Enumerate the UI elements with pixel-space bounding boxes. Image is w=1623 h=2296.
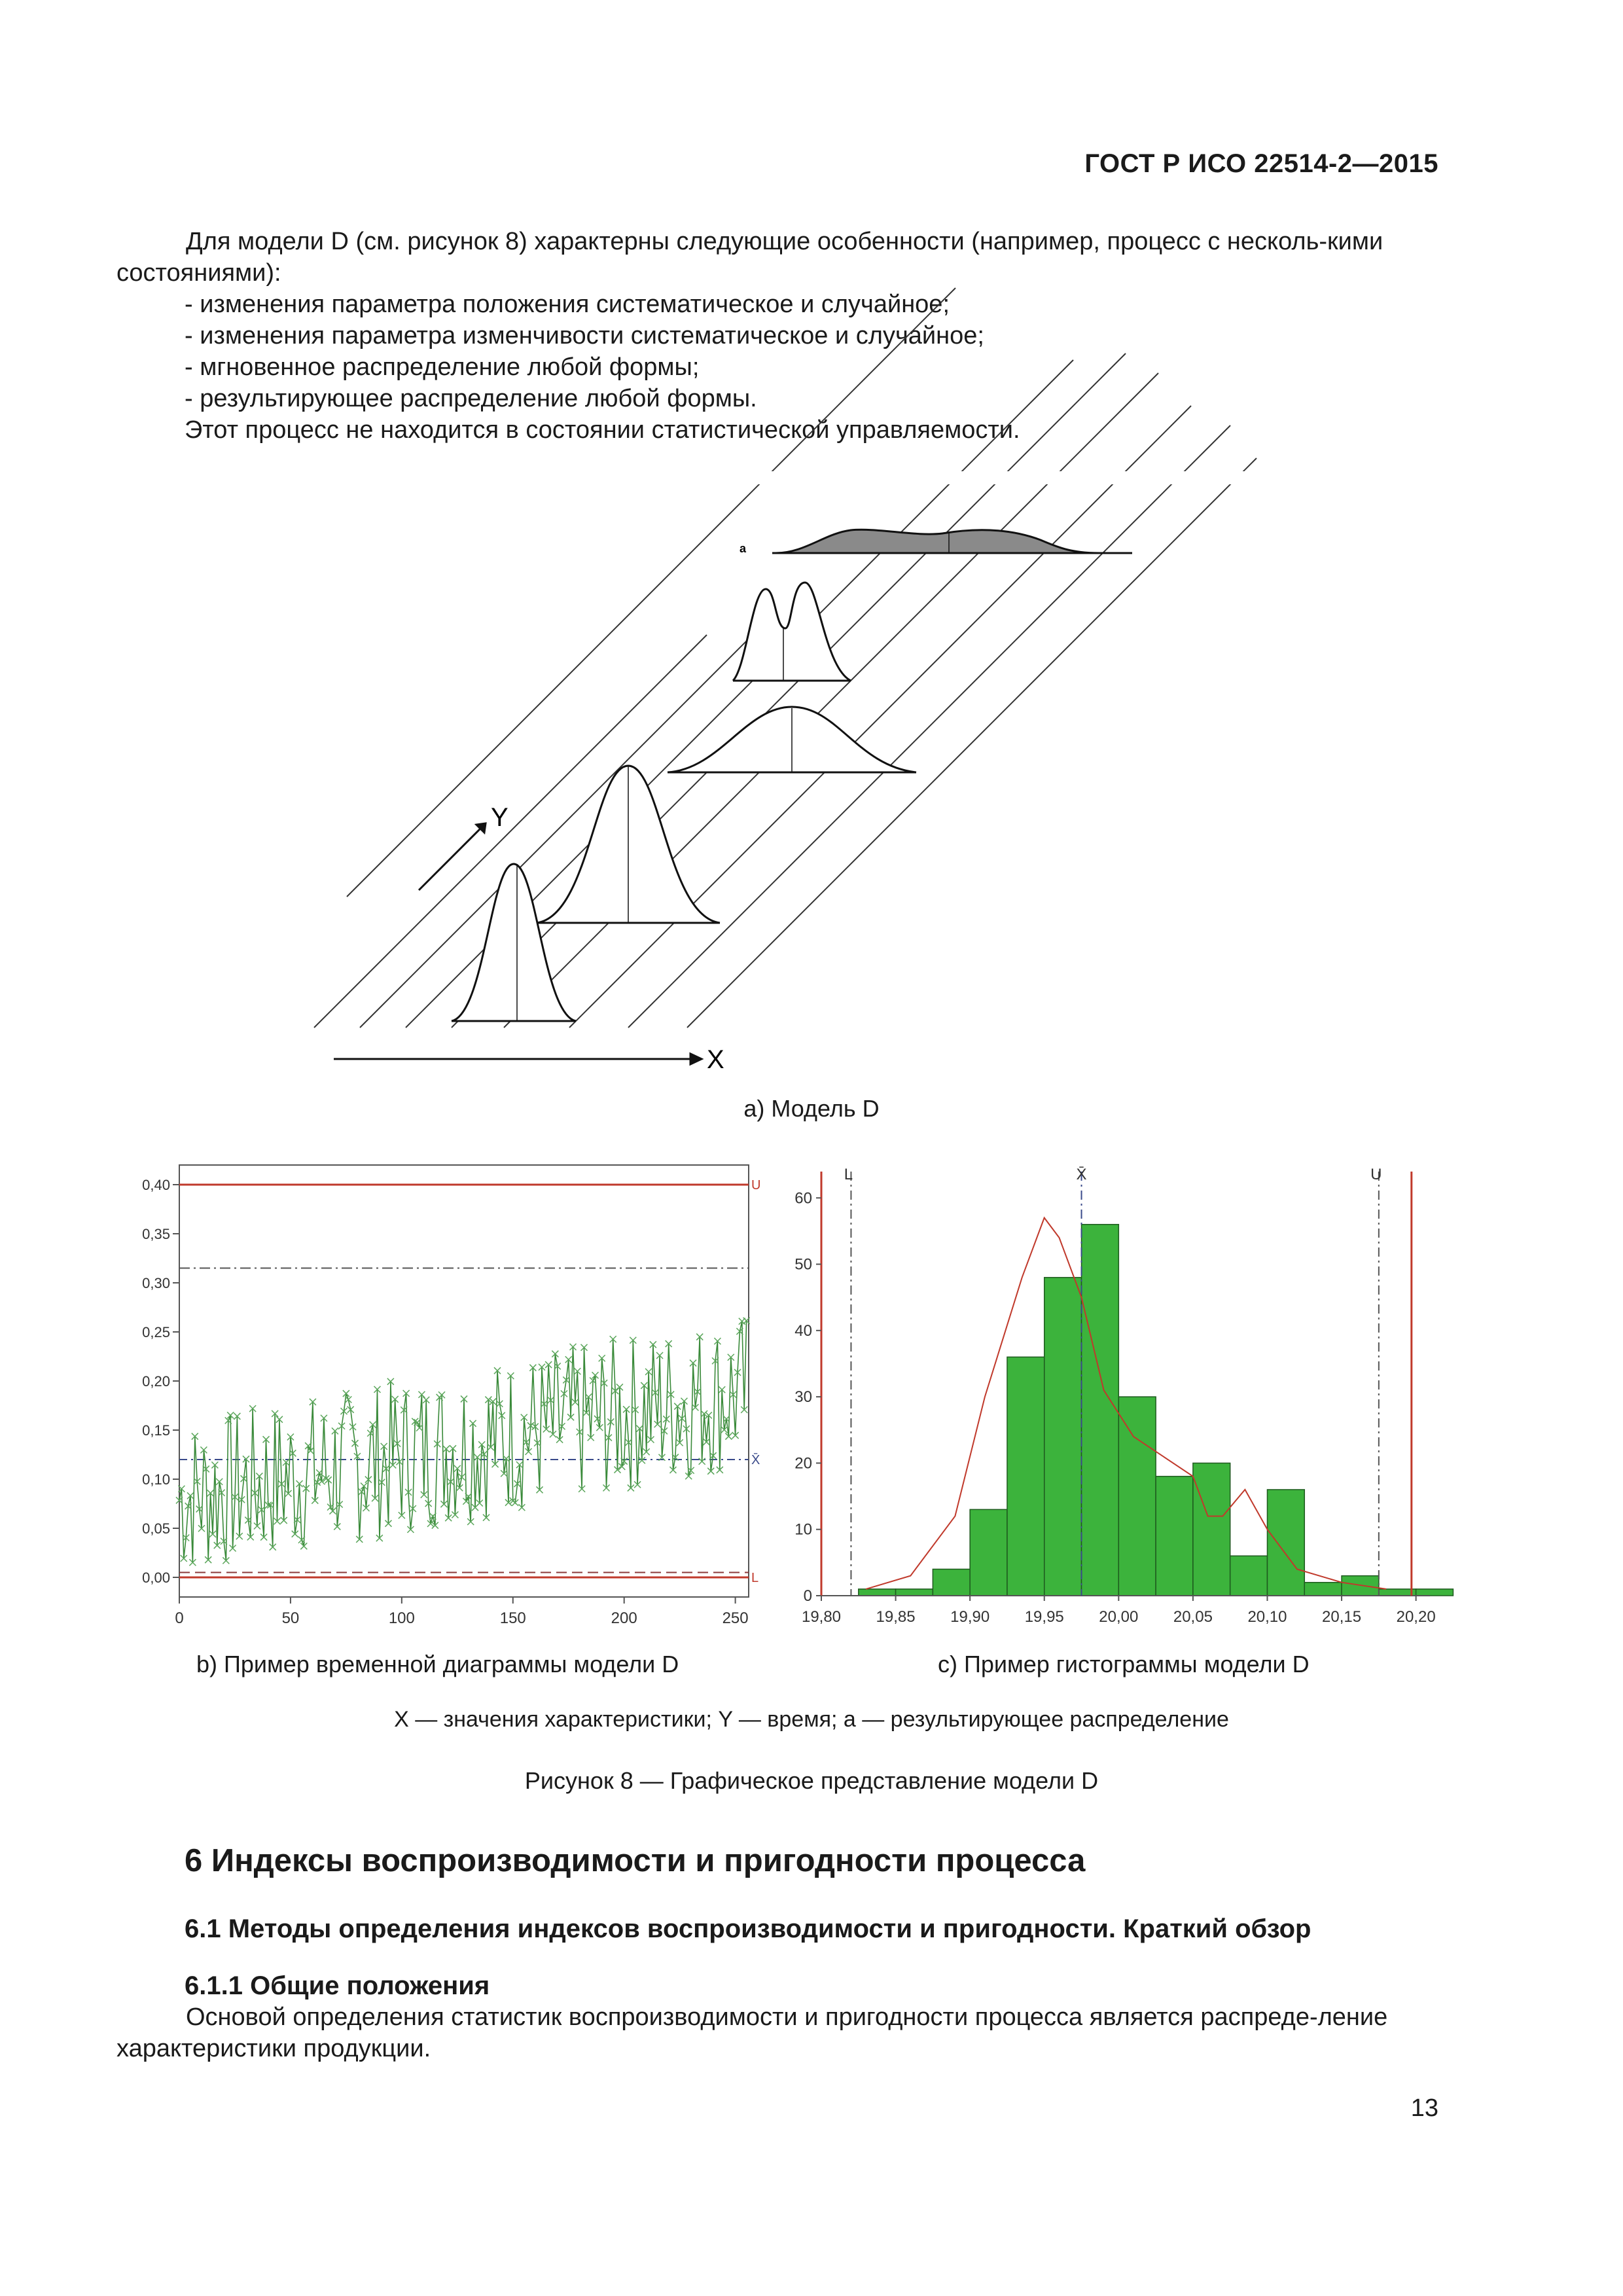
section-heading: 6 Индексы воспроизводимости и пригодности процесса <box>185 1843 1086 1878</box>
y-tick-label: 0,40 <box>142 1177 170 1193</box>
y-tick-label: 40 <box>794 1321 812 1340</box>
x-tick-label: 19,80 <box>801 1608 842 1626</box>
histogram-marker-label: L <box>844 1166 853 1183</box>
histogram-bar <box>1156 1477 1193 1596</box>
histogram-bar <box>1416 1589 1454 1596</box>
figure-title: Рисунок 8 — Графическое представление модели D <box>524 1767 1099 1794</box>
histogram-caption: с) Пример гистограммы модели D <box>938 1651 1310 1677</box>
histogram-bar <box>1230 1556 1268 1596</box>
y-tick-label: 0 <box>803 1587 812 1605</box>
x-tick-label: 0 <box>175 1609 184 1627</box>
model-caption: а) Модель D <box>743 1095 880 1122</box>
x-tick-label: 50 <box>281 1609 300 1627</box>
limit-label: L <box>751 1571 759 1585</box>
y-axis-arrow <box>419 828 481 890</box>
histogram-bar <box>1007 1357 1044 1596</box>
histogram-bar <box>1082 1225 1119 1596</box>
y-tick-label: 10 <box>794 1520 812 1539</box>
y-tick-label: 0,25 <box>142 1324 170 1340</box>
histogram-bar <box>933 1569 970 1596</box>
y-tick-label: 30 <box>794 1388 812 1407</box>
x-tick-label: 20,20 <box>1396 1608 1436 1626</box>
x-tick-label: 100 <box>388 1609 415 1627</box>
x-axis-label: X <box>707 1045 724 1074</box>
x-tick-label: 20,15 <box>1322 1608 1362 1626</box>
y-tick-label: 20 <box>794 1454 812 1473</box>
x-tick-label: 19,85 <box>876 1608 916 1626</box>
y-tick-label: 0,15 <box>142 1422 170 1439</box>
distribution-curves <box>452 529 1132 1021</box>
time-chart <box>118 1158 759 1643</box>
limit-label: U <box>751 1178 761 1193</box>
intro-paragraph: Для модели D (см. рисунок 8) характерны следующие особенности (например, процесс с несколь-кими состояниями): <box>116 228 1383 287</box>
x-tick-label: 150 <box>499 1609 526 1627</box>
document-header: ГОСТ Р ИСО 22514-2—2015 <box>1084 149 1438 178</box>
y-axis-label: Y <box>491 803 508 832</box>
x-tick-label: 19,90 <box>950 1608 990 1626</box>
y-tick-label: 50 <box>794 1255 812 1274</box>
x-tick-label: 250 <box>722 1609 749 1627</box>
histogram-bar <box>970 1509 1007 1596</box>
y-tick-label: 0,20 <box>142 1373 170 1390</box>
histogram-bar <box>859 1589 896 1596</box>
page-number: 13 <box>1410 2094 1438 2122</box>
limit-label: X̄ <box>751 1453 760 1467</box>
conclusion-text: Этот процесс не находится в состоянии статистической управляемости. <box>185 416 1020 444</box>
histogram-marker-label: U <box>1370 1166 1382 1183</box>
figure-legend: X — значения характеристики; Y — время; a — результирующее распределение <box>394 1707 1229 1732</box>
x-tick-label: 20,05 <box>1173 1608 1213 1626</box>
x-tick-label: 200 <box>611 1609 637 1627</box>
section-text: Основой определения статистик воспроизводимости и пригодности процесса является распреде-ление характеристики продукции. <box>116 2003 1388 2062</box>
bullet-item: - изменения параметра изменчивости систематическое и случайное; <box>185 322 984 350</box>
histogram-bar <box>1267 1490 1304 1596</box>
subsection-heading: 6.1 Методы определения индексов воспроизводимости и пригодности. Краткий обзор <box>185 1914 1311 1943</box>
bullet-item: - изменения параметра положения систематическое и случайное; <box>185 291 950 318</box>
y-tick-label: 60 <box>794 1189 812 1208</box>
histogram-bar <box>1118 1397 1156 1596</box>
resulting-distribution <box>776 529 1099 553</box>
model-d-diagram <box>288 471 1309 1073</box>
y-tick-label: 0,00 <box>142 1570 170 1586</box>
histogram-marker-label: X̄ <box>1076 1166 1087 1183</box>
bullet-item: - мгновенное распределение любой формы; <box>185 353 700 381</box>
y-tick-label: 0,05 <box>142 1520 170 1537</box>
resulting-marker: a <box>740 542 747 555</box>
y-tick-label: 0,30 <box>142 1275 170 1291</box>
histogram-bar <box>1304 1583 1342 1596</box>
plot-frame <box>179 1165 749 1597</box>
histogram-bar <box>1193 1463 1230 1596</box>
x-tick-label: 19,95 <box>1024 1608 1064 1626</box>
y-tick-label: 0,10 <box>142 1471 170 1488</box>
histogram-bar <box>1044 1278 1082 1596</box>
histogram-bar <box>896 1589 933 1596</box>
x-tick-label: 20,10 <box>1247 1608 1287 1626</box>
y-tick-label: 0,35 <box>142 1226 170 1242</box>
histogram-bar <box>1379 1589 1416 1596</box>
bullet-item: - результирующее распределение любой формы. <box>185 385 757 412</box>
time-chart-caption: b) Пример временной диаграммы модели D <box>196 1651 679 1677</box>
distribution-curve-4 <box>733 583 851 681</box>
subsubsection-heading: 6.1.1 Общие положения <box>185 1971 490 2000</box>
histogram-chart <box>794 1166 1440 1643</box>
distribution-curve-1 <box>452 864 576 1021</box>
x-tick-label: 20,00 <box>1099 1608 1139 1626</box>
